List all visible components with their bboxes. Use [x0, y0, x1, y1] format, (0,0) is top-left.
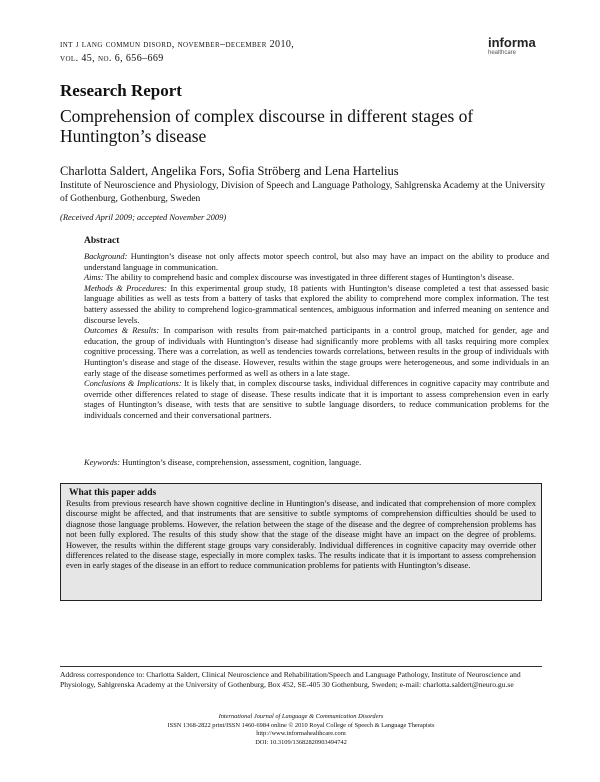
box-heading: What this paper adds [69, 488, 157, 498]
publisher-sub: healthcare [488, 50, 517, 56]
abstract-body [84, 252, 549, 422]
keywords-label: Keywords: [84, 458, 120, 467]
journal-citation [60, 38, 294, 66]
received-dates: (Received April 2009; accepted November 2009) [60, 212, 227, 222]
abstract-conclusions [84, 379, 549, 421]
abstract-heading: Abstract [84, 236, 120, 246]
abstract-methods [84, 284, 549, 326]
keywords-text: Huntington’s disease, comprehension, assessment, cognition, language. [122, 458, 362, 467]
publisher-name: informa [488, 35, 536, 50]
footer-divider [60, 666, 542, 667]
abstract-aims [84, 273, 549, 284]
correspondence-address: Address correspondence to: Charlotta Saldert, Clinical Neuroscience and Rehabilitation/Speech and Language Pathology, Institute of Neuroscience and Physiology, Sahlgrenska Academy at the University of Gothenburg, Box 452, SE-405 30 Gothenburg, Sweden; e-mail: charlotta.saldert@neuro.gu.se [60, 670, 521, 689]
article-title: Comprehension of complex discourse in different stages of Huntington’s disease [60, 106, 474, 146]
methods-text: In this experimental group study, 18 patients with Huntington’s disease completed a test that assessed basic language abilities as well as tests from a battery of tasks that explored the ability to comprehend more complex information. The test battery assessed the ability to comprehend logico-grammatical sentences, ambiguous information and inferred meaning on sentence and discourse levels. [84, 283, 549, 325]
conclusions-label: Conclusions & Implications: [84, 379, 182, 389]
journal-line-1: int j lang commun disord, november–december 2010, [60, 39, 295, 50]
outcomes-text: In comparison with results from pair-matched participants in a control group, matched for gender, age and education, the group of individuals with Huntington’s disease had significantly more problems with all tasks requiring more complex cognitive processing. There was a correlation, as well as tendencies towards correlations, between results in the group of individuals with Huntington’s disease and stage of the disease. However, results within the stage groups were heterogeneous, and some individuals in an early stage of the disease sometimes performed as well as others in a late stage. [84, 326, 549, 378]
publisher-logo [488, 36, 536, 57]
keywords [84, 457, 549, 468]
background-label: Background: [84, 252, 128, 261]
abstract-background [84, 252, 549, 273]
conclusions-text: It is likely that, in complex discourse tasks, individual differences in cognitive capacity may contribute and override other differences related to stage of disease. These results indicate that it is important to assess comprehension even in early stages of Huntington’s disease, with tests that are sensitive to subtle language disorders, to reduce communication problems for the individuals concerned and their conversational partners. [84, 379, 550, 420]
footer-url[interactable]: http://www.informahealthcare.com [256, 730, 346, 738]
background-text: Huntington’s disease not only affects motor speech control, but also may have an impact on the ability to produce and understand language in communication. [84, 252, 550, 272]
footer-issn: ISSN 1368-2822 print/ISSN 1460-6984 online © 2010 Royal College of Speech & Language Therapists [167, 721, 435, 729]
methods-label: Methods & Procedures: [84, 283, 167, 293]
journal-line-2: vol. 45, no. 6, 656–669 [60, 53, 164, 64]
section-heading: Research Report [60, 81, 182, 100]
affiliation: Institute of Neuroscience and Physiology, Division of Speech and Language Pathology, Sahlgrenska Academy at the University of Gothenburg, Gothenburg, Sweden [60, 181, 546, 204]
outcomes-label: Outcomes & Results: [84, 326, 160, 336]
publication-footer [60, 713, 542, 747]
box-body: Results from previous research have shown cognitive decline in Huntington’s disease, and indicated that comprehension of more complex discourse might be affected, and that instruments that are sensitive to subtle symptoms of comprehension difficulties should be used to diagnose those language problems. However, the relation between the stage of the disease and the degree of comprehension problems has not been fully explored. The results of this study show that the stage of the disease might have an impact on the degree of problems. However, the results within the different stage groups vary considerably. Individual differences in cognitive capacity may override other differences related to the disease stage, especially in more complex tasks. The results indicate that it is important to assess comprehension even in early stages of the disease in an effort to reduce communication problems for patients with Huntington’s disease. [66, 499, 536, 571]
aims-label: Aims: [84, 273, 104, 283]
what-this-paper-adds-box [60, 483, 542, 601]
abstract-outcomes [84, 326, 549, 379]
aims-text: The ability to comprehend basic and complex discourse was investigated in three different stages of Huntington’s disease. [105, 273, 514, 283]
footer-journal: International Journal of Language & Communication Disorders [218, 713, 384, 720]
footer-doi: DOI: 10.3109/13682820903494742 [255, 738, 347, 746]
author-list: Charlotta Saldert, Angelika Fors, Sofia Ströberg and Lena Hartelius [60, 164, 399, 178]
